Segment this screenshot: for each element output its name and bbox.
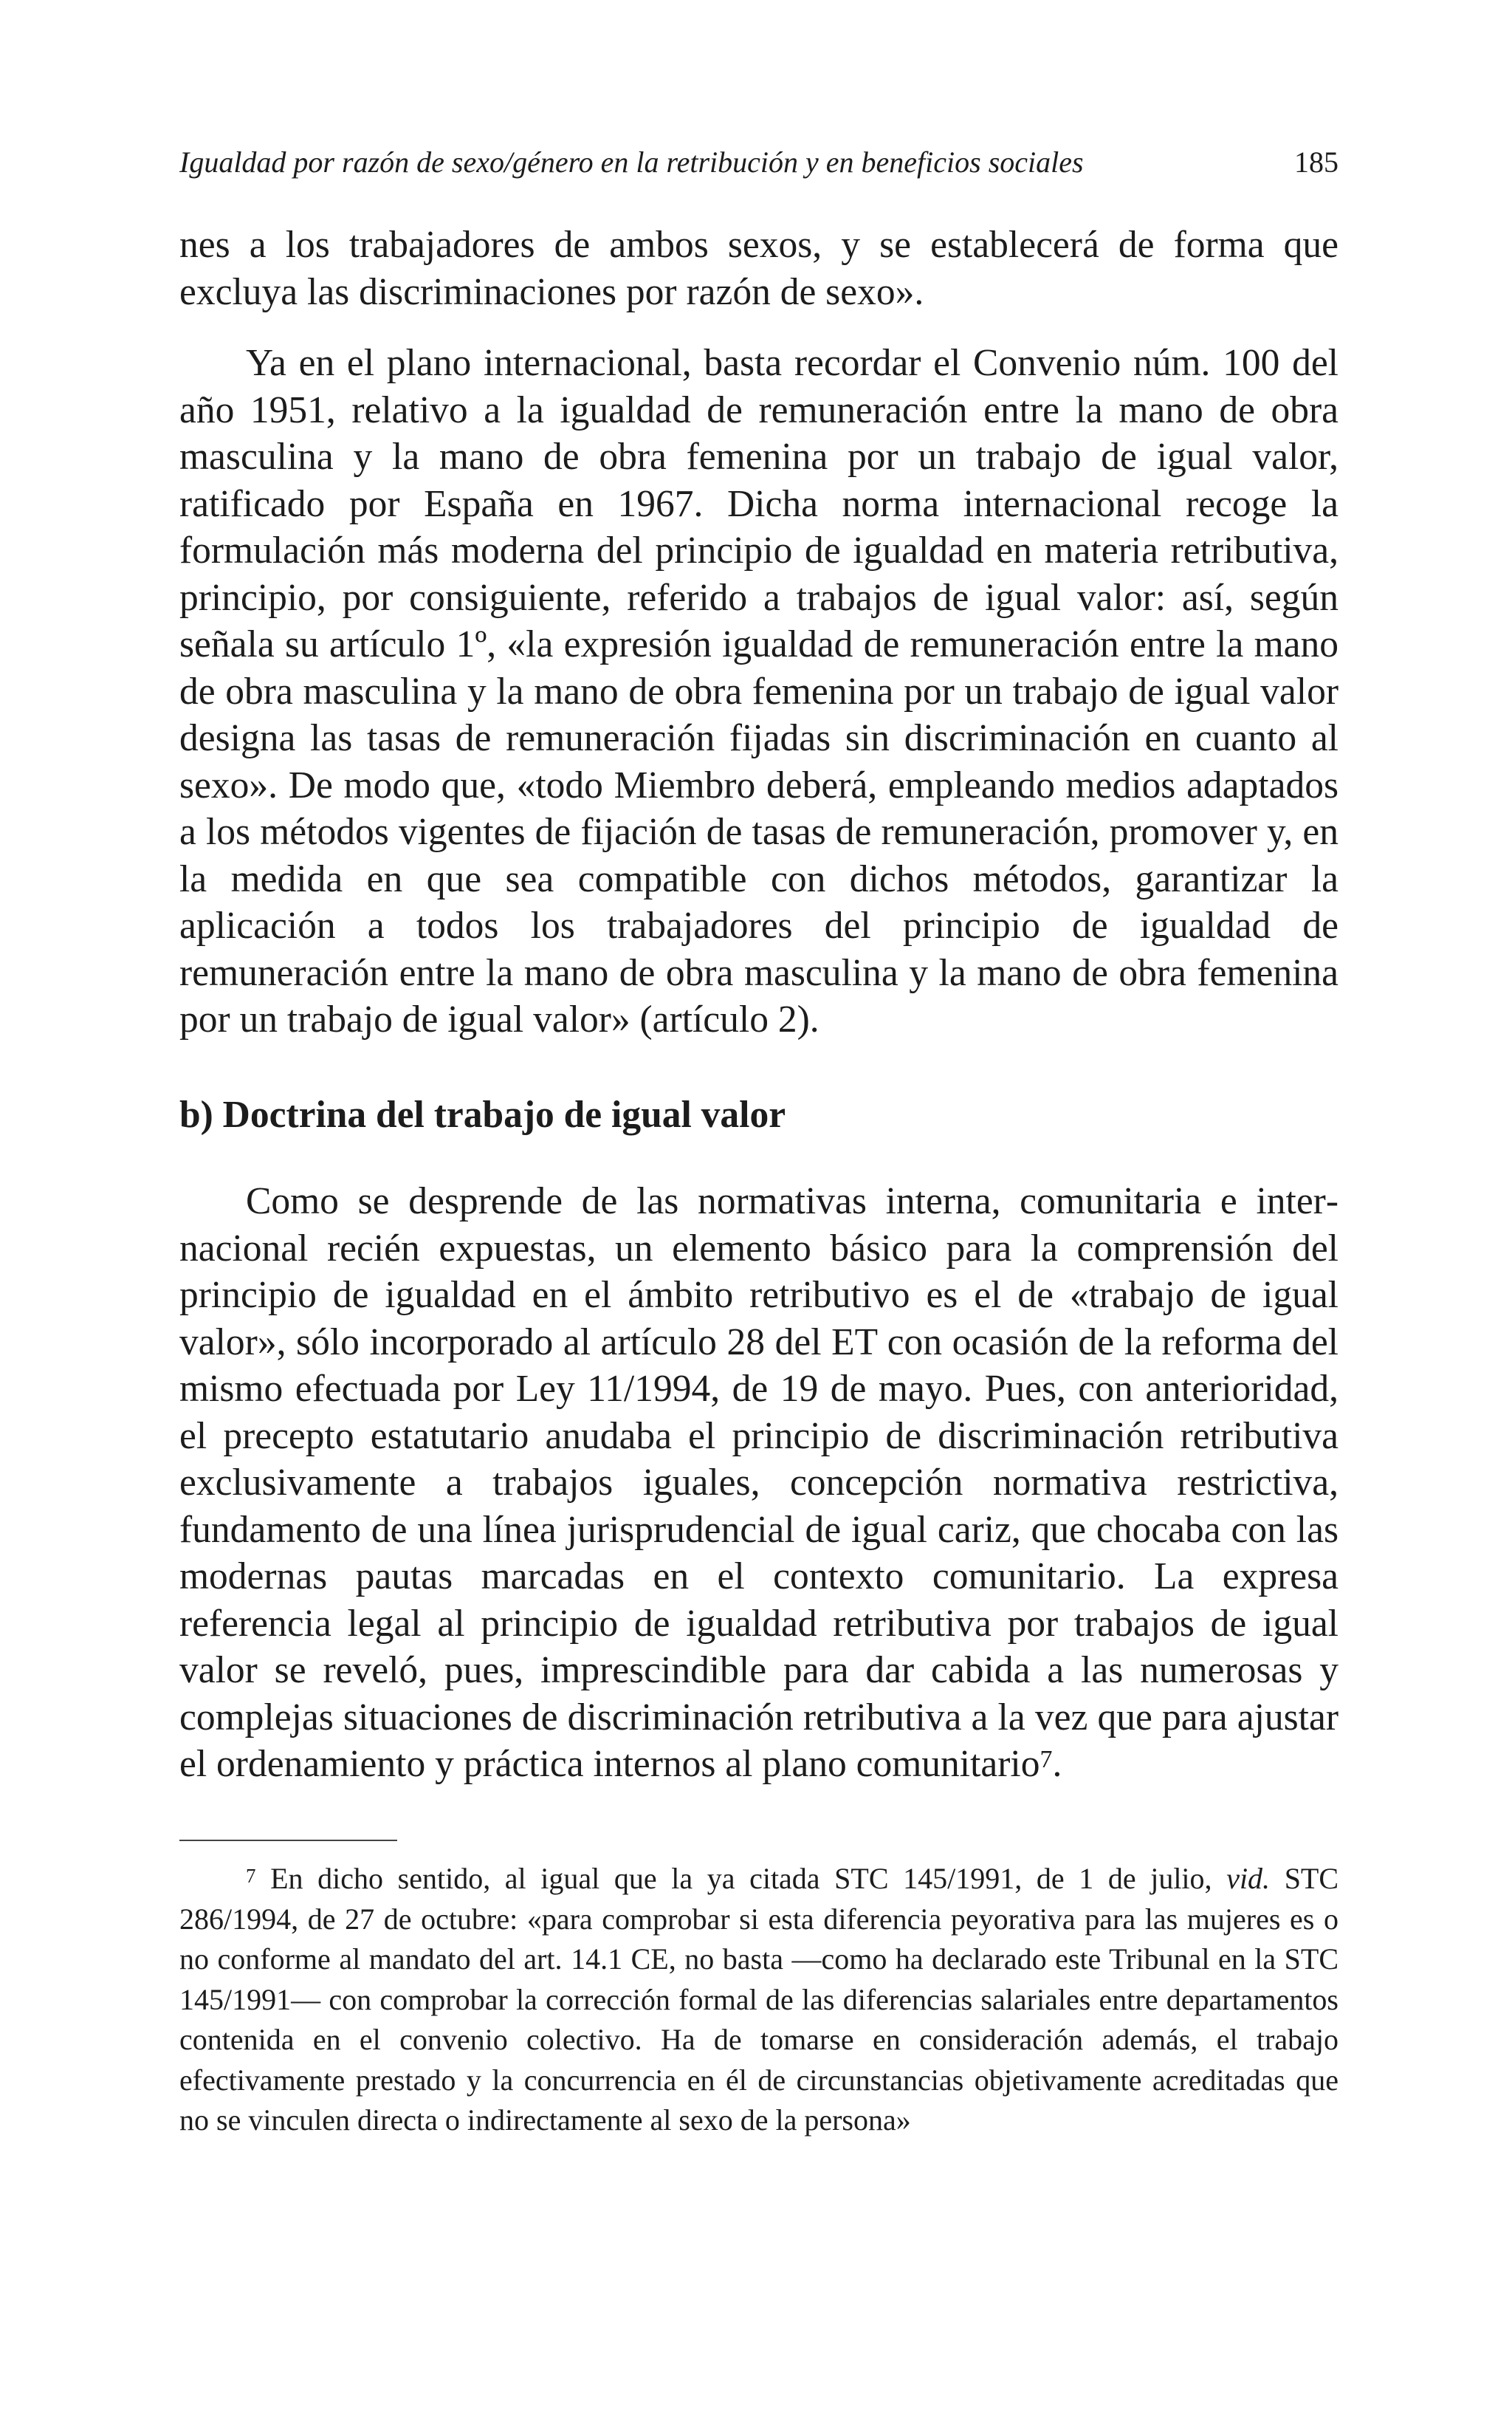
paragraph-trabajo-igual-valor: [179, 1178, 1339, 1788]
running-head-title: Igualdad por razón de sexo/género en la retribución y en beneficios sociales: [179, 145, 1084, 179]
footnote-italic-vid: vid.: [1226, 1862, 1271, 1895]
running-head: [179, 140, 1339, 185]
footnote-separator: [179, 1840, 397, 1841]
footnote-7: [179, 1859, 1339, 2141]
footnote-number: 7: [246, 1865, 256, 1887]
footnote-text-end: STC 286/1994, de 27 de octubre: «para comprobar si esta diferencia peyorativa para las mujeres es o no conforme al mandato del art. 14.1 CE, no basta —como ha declarado este Tribunal en la STC 145/1991— con comprobar la corrección formal de las diferencias salariales entre departamentos contenida en el convenio colectivo. Ha de tomarse en consideración además, el trabajo efectivamente prestado y la concurrencia en él de circunstancias objetivamente acreditadas que no se vinculen directa o indirectamente al sexo de la persona»: [179, 1862, 1339, 2137]
section-heading: b) Doctrina del trabajo de igual valor: [179, 1094, 786, 1136]
paragraph-end: .: [1052, 1743, 1062, 1785]
page-number: 185: [1294, 145, 1339, 179]
footnote-reference: 7: [1040, 1746, 1053, 1773]
footnote-text-start: En dicho sentido, al igual que la ya citada STC 145/1991, de 1 de julio,: [270, 1862, 1212, 1895]
paragraph-convenio-100: Ya en el plano internacional, basta recordar el Convenio núm. 100 del año 1951, relativo a la igualdad de remuneración entre la mano de obra masculina y la mano de obra femenina por un trabajo de igual valor, ratificado por España en 1967. Dicha norma internacional recoge la formulación más moderna del principio de igualdad en materia retributiva, principio, por consiguiente, referido a trabajos de igual valor: así, según señala su artículo 1º, «la expresión igualdad de remuneración entre la mano de obra masculina y la mano de obra femenina por un trabajo de igual valor designa las tasas de remuneración fijadas sin discriminación en cuanto al sexo». De modo que, «todo Miembro deberá, empleando medios adaptados a los métodos vigentes de fijación de tasas de remuneración, promover y, en la medida en que sea compatible con dichos métodos, garantizar la aplicación a todos los trabajadores del principio de igualdad de remuneración entre la mano de obra masculina y la mano de obra femenina por un trabajo de igual valor» (artículo 2).: [179, 342, 1339, 1041]
paragraph-continuation: nes a los trabajadores de ambos sexos, y se establecerá de forma que excluya las discriminaciones por razón de sexo».: [179, 224, 1339, 313]
paragraph-text: Como se desprende de las normativas interna, comunitaria e internacional recién expuestas, un elemento básico para la comprensión del principio de igualdad en el ámbito retributivo es el de «trabajo de igual valor», sólo incorporado al artículo 28 del ET con ocasión de la reforma del mismo efectuada por Ley 11/1994, de 19 de mayo. Pues, con anterioridad, el precepto estatutario anudaba el principio de discriminación retributiva exclusivamente a trabajos iguales, concepción normativa restrictiva, fundamento de una línea jurisprudencial de igual cariz, que chocaba con las modernas pautas marcadas en el contexto comunitario. La expresa referencia legal al principio de igualdad retributiva por trabajos de igual valor se reveló, pues, imprescindible para dar cabida a las numerosas y complejas situaciones de discriminación retributiva a la vez que para ajustar el ordenamiento y práctica internos al plano comunitario: [179, 1180, 1339, 1785]
